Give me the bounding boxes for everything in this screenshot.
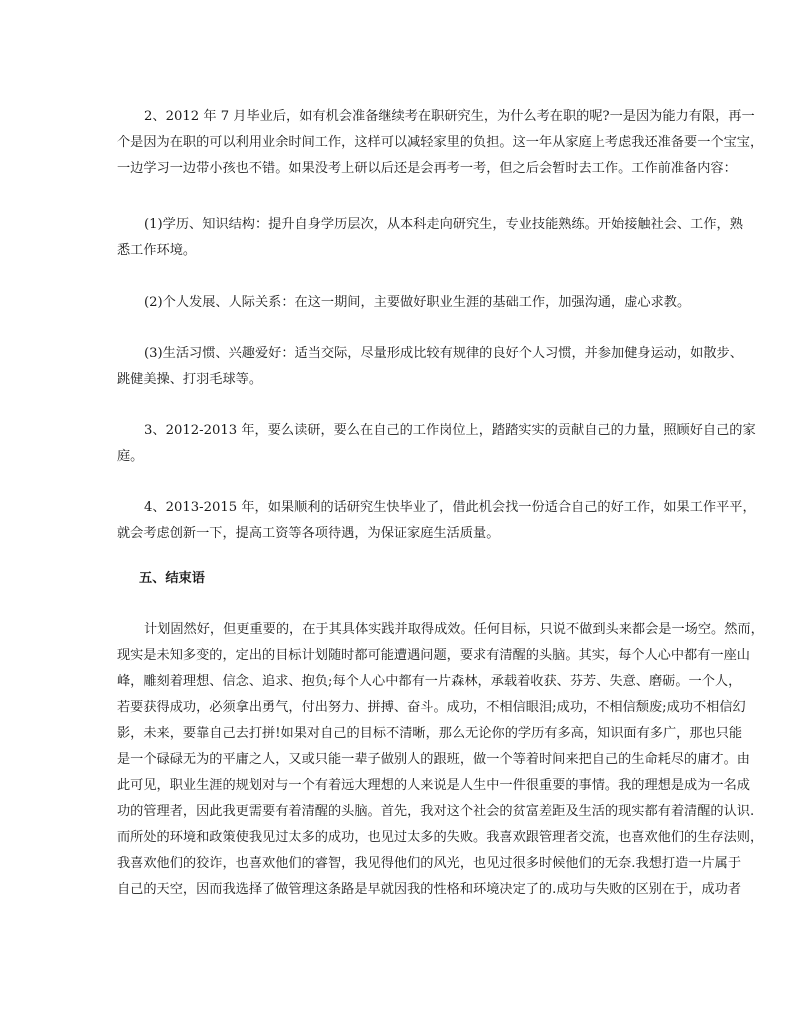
text-line: 若要获得成功，必须拿出勇气，付出努力、拼搏、奋斗。成功，不相信眼泪;成功，不相信颓废;成功不相信幻 [117, 700, 746, 715]
text-line: 就会考虑创新一下，提高工资等各项待遇，为保证家庭生活质量。 [117, 526, 500, 541]
section-heading: 五、结束语 [139, 571, 205, 586]
paragraph-plan-2012 [117, 104, 764, 182]
text-line: 此可见，职业生涯的规划对与一个有着远大理想的人来说是人生中一件很重要的事情。我的理想是成为一名成 [117, 778, 750, 793]
paragraph-personal-development [117, 290, 691, 316]
text-line: (3)生活习惯、兴趣爱好：适当交际，尽量形成比较有规律的良好个人习惯，并参加健身运动，如散步、 [144, 346, 743, 361]
text-line: (1)学历、知识结构：提升自身学历层次，从本科走向研究生，专业技能熟练。开始接触社会、工作，熟 [144, 217, 743, 232]
text-line: 峰，雕刻着理想、信念、追求、抱负;每个人心中都有一片森林，承载着收获、芬芳、失意、磨砺。一个人， [117, 674, 742, 689]
text-line: 而所处的环境和政策使我见过太多的成功，也见过太多的失败。我喜欢跟管理者交流，也喜欢他们的生存法则， [117, 830, 764, 845]
text-line: 2、2012 年 7 月毕业后，如有机会准备继续考在职研究生，为什么考在职的呢?一是因为能力有限，再一 [144, 109, 755, 124]
text-line: 个是因为在职的可以利用业余时间工作，这样可以减轻家里的负担。这一年从家庭上考虑我还准备要一个宝宝， [117, 135, 764, 150]
paragraph-plan-2012-2013 [117, 418, 756, 470]
paragraph-life-habits [117, 341, 743, 393]
text-line: 自己的天空，因而我选择了做管理这条路是早就因我的性格和环境决定了的.成功与失败的区别在于，成功者 [117, 882, 742, 897]
text-line: 功的管理者，因此我更需要有着清醒的头脑。首先，我对这个社会的贫富差距及生活的现实都有着清醒的认识. [117, 804, 755, 819]
paragraph-education-structure [117, 212, 743, 264]
text-line: 3、2012-2013 年，要么读研，要么在自己的工作岗位上，踏踏实实的贡献自己的力量，照顾好自己的家 [144, 423, 756, 438]
text-line: 悉工作环境。 [117, 243, 197, 258]
text-line: 一边学习一边带小孩也不错。如果没考上研以后还是会再考一考，但之后会暂时去工作。工作前准备内容： [117, 161, 737, 176]
text-line: 计划固然好，但更重要的，在于其具体实践并取得成效。任何目标，只说不做到头来都会是一场空。然而， [144, 622, 764, 637]
text-line: (2)个人发展、人际关系：在这一期间，主要做好职业生涯的基础工作，加强沟通，虚心求教。 [144, 295, 691, 310]
paragraph-plan-2013-2015 [117, 495, 756, 547]
text-line: 是一个碌碌无为的平庸之人，又或只能一辈子做别人的跟班，做一个等着时间来把自己的生命耗尽的庸才。由 [117, 752, 750, 767]
text-line: 我喜欢他们的狡诈，也喜欢他们的睿智，我见得他们的风光，也见过很多时候他们的无奈.我想打造一片属于 [117, 856, 742, 871]
text-line: 庭。 [117, 449, 144, 464]
text-line: 4、2013-2015 年，如果顺利的话研究生快毕业了，借此机会找一份适合自己的好工作，如果工作平平， [144, 500, 756, 515]
paragraph-conclusion [117, 617, 764, 903]
text-line: 跳健美操、打羽毛球等。 [117, 372, 263, 387]
text-line: 现实是未知多变的，定出的目标计划随时都可能遭遇问题，要求有清醒的头脑。其实，每个人心中都有一座山 [117, 648, 750, 663]
text-line: 影，未来，要靠自己去打拼!如果对自己的目标不清晰，那么无论你的学历有多高，知识面有多广，那也只能 [117, 726, 743, 741]
